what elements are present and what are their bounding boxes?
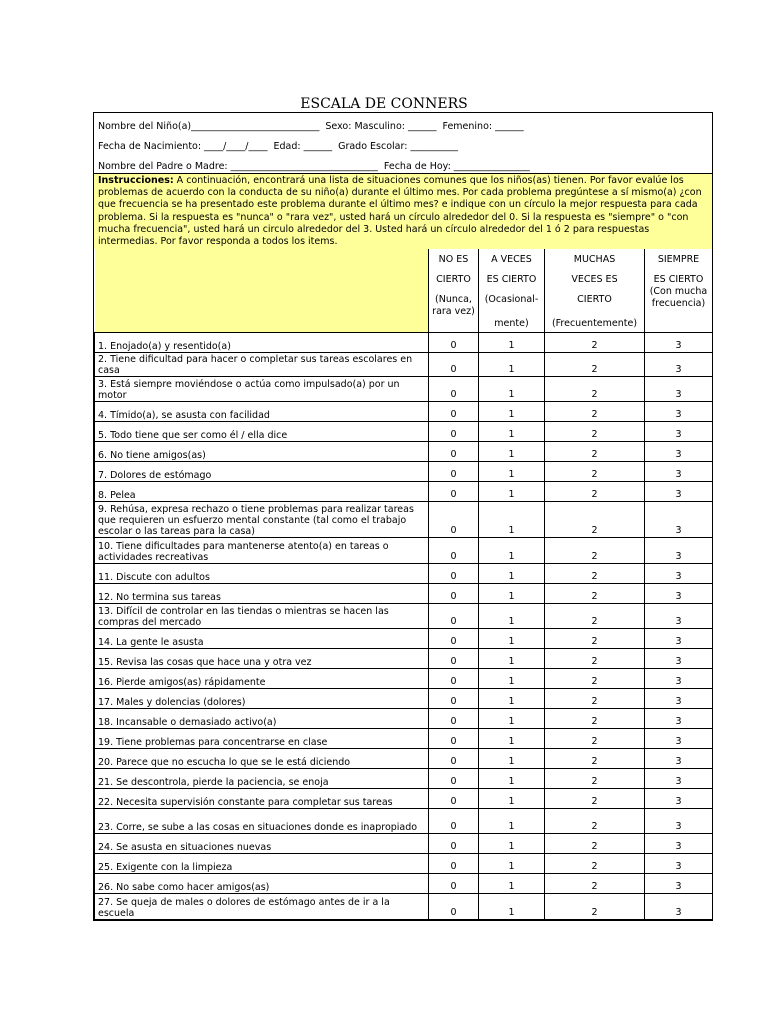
item-question: 26. No sabe como hacer amigos(as) xyxy=(95,873,429,893)
instructions xyxy=(94,173,712,249)
item-question: 23. Corre, se sube a las cosas en situaciones donde es inapropiado xyxy=(95,808,429,833)
item-row xyxy=(95,853,713,873)
item-question: 19. Tiene problemas para concentrarse en clase xyxy=(95,728,429,748)
score-option-0[interactable]: 0 xyxy=(429,481,479,501)
score-option-3[interactable]: 3 xyxy=(645,893,713,919)
item-question: 24. Se asusta en situaciones nuevas xyxy=(95,833,429,853)
score-option-2[interactable]: 2 xyxy=(545,688,645,708)
score-option-0[interactable]: 0 xyxy=(429,748,479,768)
item-row xyxy=(95,833,713,853)
score-option-0[interactable]: 0 xyxy=(429,563,479,583)
header-blank xyxy=(95,249,429,332)
score-option-3[interactable]: 3 xyxy=(645,728,713,748)
score-option-2[interactable]: 2 xyxy=(545,563,645,583)
score-option-3[interactable]: 3 xyxy=(645,376,713,401)
score-option-1[interactable]: 1 xyxy=(479,808,545,833)
score-option-0[interactable]: 0 xyxy=(429,332,479,352)
score-option-3[interactable]: 3 xyxy=(645,668,713,688)
item-question: 6. No tiene amigos(as) xyxy=(95,441,429,461)
score-option-1[interactable]: 1 xyxy=(479,768,545,788)
score-option-1[interactable]: 1 xyxy=(479,708,545,728)
score-option-1[interactable]: 1 xyxy=(479,748,545,768)
score-option-1[interactable]: 1 xyxy=(479,893,545,919)
instructions-label: Instrucciones: xyxy=(98,175,174,186)
score-option-2[interactable]: 2 xyxy=(545,461,645,481)
score-option-1[interactable]: 1 xyxy=(479,668,545,688)
field-row-parent xyxy=(94,153,712,173)
item-question: 5. Todo tiene que ser como él / ella dice xyxy=(95,421,429,441)
score-option-3[interactable]: 3 xyxy=(645,833,713,853)
score-option-2[interactable]: 2 xyxy=(545,603,645,628)
score-option-3[interactable]: 3 xyxy=(645,628,713,648)
score-option-3[interactable]: 3 xyxy=(645,401,713,421)
score-option-0[interactable]: 0 xyxy=(429,853,479,873)
item-question: 16. Pierde amigos(as) rápidamente xyxy=(95,668,429,688)
item-question: 20. Parece que no escucha lo que se le está diciendo xyxy=(95,748,429,768)
score-option-3[interactable]: 3 xyxy=(645,501,713,537)
today-date-field[interactable]: Fecha de Hoy: ________________ xyxy=(383,161,530,172)
item-row xyxy=(95,873,713,893)
item-question: 2. Tiene dificultad para hacer o completar sus tareas escolares en casa xyxy=(95,352,429,376)
field-row-child xyxy=(94,113,712,133)
score-option-3[interactable]: 3 xyxy=(645,873,713,893)
score-option-2[interactable]: 2 xyxy=(545,441,645,461)
score-option-1[interactable]: 1 xyxy=(479,648,545,668)
score-option-3[interactable]: 3 xyxy=(645,352,713,376)
sex-female-field[interactable]: Femenino: ______ xyxy=(442,121,524,132)
birth-date-field[interactable]: Fecha de Nacimiento: ____/____/____ xyxy=(98,141,268,152)
score-option-0[interactable]: 0 xyxy=(429,808,479,833)
score-option-1[interactable]: 1 xyxy=(479,583,545,603)
score-option-1[interactable]: 1 xyxy=(479,603,545,628)
score-option-2[interactable]: 2 xyxy=(545,708,645,728)
score-option-3[interactable]: 3 xyxy=(645,708,713,728)
score-option-1[interactable]: 1 xyxy=(479,461,545,481)
score-option-1[interactable]: 1 xyxy=(479,501,545,537)
item-question: 7. Dolores de estómago xyxy=(95,461,429,481)
item-row xyxy=(95,708,713,728)
item-question: 27. Se queja de males o dolores de estómago antes de ir a la escuela xyxy=(95,893,429,919)
column-header-row xyxy=(95,249,713,332)
score-option-2[interactable]: 2 xyxy=(545,728,645,748)
score-option-2[interactable]: 2 xyxy=(545,833,645,853)
score-option-3[interactable]: 3 xyxy=(645,461,713,481)
score-option-0[interactable]: 0 xyxy=(429,768,479,788)
score-option-2[interactable]: 2 xyxy=(545,648,645,668)
score-option-2[interactable]: 2 xyxy=(545,628,645,648)
item-question: 8. Pelea xyxy=(95,481,429,501)
score-option-1[interactable]: 1 xyxy=(479,853,545,873)
child-name-field[interactable]: Nombre del Niño(a)___________________________ xyxy=(98,121,320,132)
score-option-2[interactable]: 2 xyxy=(545,748,645,768)
score-option-1[interactable]: 1 xyxy=(479,788,545,808)
score-option-0[interactable]: 0 xyxy=(429,537,479,563)
score-option-0[interactable]: 0 xyxy=(429,461,479,481)
score-option-3[interactable]: 3 xyxy=(645,481,713,501)
rating-table xyxy=(94,249,713,920)
item-question: 4. Tímido(a), se asusta con facilidad xyxy=(95,401,429,421)
score-option-2[interactable]: 2 xyxy=(545,808,645,833)
score-option-2[interactable]: 2 xyxy=(545,668,645,688)
item-row xyxy=(95,563,713,583)
instructions-text: A continuación, encontrará una lista de situaciones comunes que los niños(as) tienen. Por favor evalúe los problemas de acuerdo con la conducta de su niño(a) durante el último mes. Por cada problema pregúntese a sí mismo(a) ¿con que frecuencia se ha presentado este problema durante el último mes? e indique con un círculo la mejor respuesta para cada problema. Si la respuesta es "nunca" o "rara vez", usted hará un círculo alrededor del 0. Si la respuesta es "siempre" o "con mucha frecuencia", usted hará un circulo alrededor del 3. Usted hará un círculo alrededor del 1 ó 2 para respuestas intermedias. Por favor responda a todos los items. xyxy=(98,175,702,248)
score-option-0[interactable]: 0 xyxy=(429,421,479,441)
item-question: 15. Revisa las cosas que hace una y otra vez xyxy=(95,648,429,668)
score-option-0[interactable]: 0 xyxy=(429,708,479,728)
score-option-0[interactable]: 0 xyxy=(429,583,479,603)
score-option-0[interactable]: 0 xyxy=(429,688,479,708)
score-option-2[interactable]: 2 xyxy=(545,788,645,808)
item-row xyxy=(95,628,713,648)
age-field[interactable]: Edad: ______ xyxy=(273,141,333,152)
item-question: 21. Se descontrola, pierde la paciencia, se enoja xyxy=(95,768,429,788)
item-row xyxy=(95,332,713,352)
item-row xyxy=(95,788,713,808)
item-question: 18. Incansable o demasiado activo(a) xyxy=(95,708,429,728)
score-option-3[interactable]: 3 xyxy=(645,808,713,833)
item-row xyxy=(95,481,713,501)
conners-form xyxy=(93,112,713,921)
score-option-2[interactable]: 2 xyxy=(545,853,645,873)
score-option-0[interactable]: 0 xyxy=(429,873,479,893)
score-option-3[interactable]: 3 xyxy=(645,688,713,708)
item-question: 12. No termina sus tareas xyxy=(95,583,429,603)
score-option-3[interactable]: 3 xyxy=(645,563,713,583)
score-option-2[interactable]: 2 xyxy=(545,893,645,919)
score-option-1[interactable]: 1 xyxy=(479,728,545,748)
item-row xyxy=(95,441,713,461)
score-option-0[interactable]: 0 xyxy=(429,628,479,648)
item-row xyxy=(95,808,713,833)
score-option-2[interactable]: 2 xyxy=(545,873,645,893)
school-grade-field[interactable]: Grado Escolar: __________ xyxy=(338,141,458,152)
item-row xyxy=(95,603,713,628)
item-row xyxy=(95,768,713,788)
score-option-0[interactable]: 0 xyxy=(429,788,479,808)
item-row xyxy=(95,537,713,563)
header-always: SIEMPRE ES CIERTO (Con mucha frecuencia) xyxy=(645,249,713,332)
item-question: 14. La gente le asusta xyxy=(95,628,429,648)
score-option-2[interactable]: 2 xyxy=(545,401,645,421)
sex-male-field[interactable]: Sexo: Masculino: ______ xyxy=(325,121,437,132)
score-option-0[interactable]: 0 xyxy=(429,728,479,748)
score-option-0[interactable]: 0 xyxy=(429,893,479,919)
score-option-1[interactable]: 1 xyxy=(479,376,545,401)
item-question: 3. Está siempre moviéndose o actúa como impulsado(a) por un motor xyxy=(95,376,429,401)
score-option-3[interactable]: 3 xyxy=(645,648,713,668)
item-row xyxy=(95,401,713,421)
item-row xyxy=(95,668,713,688)
score-option-1[interactable]: 1 xyxy=(479,833,545,853)
score-option-3[interactable]: 3 xyxy=(645,441,713,461)
field-row-birth xyxy=(94,133,712,153)
score-option-3[interactable]: 3 xyxy=(645,748,713,768)
item-row xyxy=(95,501,713,537)
score-option-1[interactable]: 1 xyxy=(479,352,545,376)
item-row xyxy=(95,461,713,481)
item-question: 17. Males y dolencias (dolores) xyxy=(95,688,429,708)
item-row xyxy=(95,421,713,441)
score-option-2[interactable]: 2 xyxy=(545,376,645,401)
item-question: 9. Rehúsa, expresa rechazo o tiene problemas para realizar tareas que requieren un esfuerzo mental constante (tal como el trabajo escolar o las tareas para la casa) xyxy=(95,501,429,537)
score-option-3[interactable]: 3 xyxy=(645,332,713,352)
score-option-3[interactable]: 3 xyxy=(645,537,713,563)
score-option-2[interactable]: 2 xyxy=(545,501,645,537)
item-row xyxy=(95,583,713,603)
score-option-2[interactable]: 2 xyxy=(545,481,645,501)
score-option-0[interactable]: 0 xyxy=(429,441,479,461)
header-never: NO ES CIERTO (Nunca, rara vez) xyxy=(429,249,479,332)
item-row xyxy=(95,893,713,919)
header-sometimes: A VECES ES CIERTO (Ocasional- mente) xyxy=(479,249,545,332)
score-option-3[interactable]: 3 xyxy=(645,768,713,788)
item-question: 22. Necesita supervisión constante para completar sus tareas xyxy=(95,788,429,808)
score-option-3[interactable]: 3 xyxy=(645,788,713,808)
item-question: 25. Exigente con la limpieza xyxy=(95,853,429,873)
score-option-2[interactable]: 2 xyxy=(545,421,645,441)
score-option-1[interactable]: 1 xyxy=(479,481,545,501)
item-row xyxy=(95,648,713,668)
score-option-1[interactable]: 1 xyxy=(479,563,545,583)
score-option-2[interactable]: 2 xyxy=(545,352,645,376)
item-question: 13. Difícil de controlar en las tiendas o mientras se hacen las compras del mercado xyxy=(95,603,429,628)
score-option-0[interactable]: 0 xyxy=(429,501,479,537)
score-option-0[interactable]: 0 xyxy=(429,352,479,376)
score-option-2[interactable]: 2 xyxy=(545,537,645,563)
item-row xyxy=(95,376,713,401)
score-option-3[interactable]: 3 xyxy=(645,583,713,603)
item-question: 10. Tiene dificultades para mantenerse atento(a) en tareas o actividades recreativas xyxy=(95,537,429,563)
score-option-0[interactable]: 0 xyxy=(429,376,479,401)
score-option-1[interactable]: 1 xyxy=(479,537,545,563)
score-option-1[interactable]: 1 xyxy=(479,441,545,461)
score-option-1[interactable]: 1 xyxy=(479,421,545,441)
item-row xyxy=(95,688,713,708)
score-option-1[interactable]: 1 xyxy=(479,332,545,352)
score-option-1[interactable]: 1 xyxy=(479,628,545,648)
score-option-2[interactable]: 2 xyxy=(545,583,645,603)
item-row xyxy=(95,728,713,748)
score-option-3[interactable]: 3 xyxy=(645,421,713,441)
score-option-1[interactable]: 1 xyxy=(479,873,545,893)
score-option-2[interactable]: 2 xyxy=(545,768,645,788)
score-option-3[interactable]: 3 xyxy=(645,853,713,873)
score-option-2[interactable]: 2 xyxy=(545,332,645,352)
score-option-1[interactable]: 1 xyxy=(479,688,545,708)
score-option-0[interactable]: 0 xyxy=(429,648,479,668)
score-option-3[interactable]: 3 xyxy=(645,603,713,628)
header-often: MUCHAS VECES ES CIERTO (Frecuentemente) xyxy=(545,249,645,332)
item-row xyxy=(95,748,713,768)
item-row xyxy=(95,352,713,376)
parent-name-field[interactable]: Nombre del Padre o Madre: _______________________________ xyxy=(98,161,378,172)
page-title: ESCALA DE CONNERS xyxy=(300,96,468,112)
item-question: 11. Discute con adultos xyxy=(95,563,429,583)
score-option-1[interactable]: 1 xyxy=(479,401,545,421)
score-option-0[interactable]: 0 xyxy=(429,401,479,421)
item-question: 1. Enojado(a) y resentido(a) xyxy=(95,332,429,352)
score-option-0[interactable]: 0 xyxy=(429,833,479,853)
score-option-0[interactable]: 0 xyxy=(429,668,479,688)
score-option-0[interactable]: 0 xyxy=(429,603,479,628)
